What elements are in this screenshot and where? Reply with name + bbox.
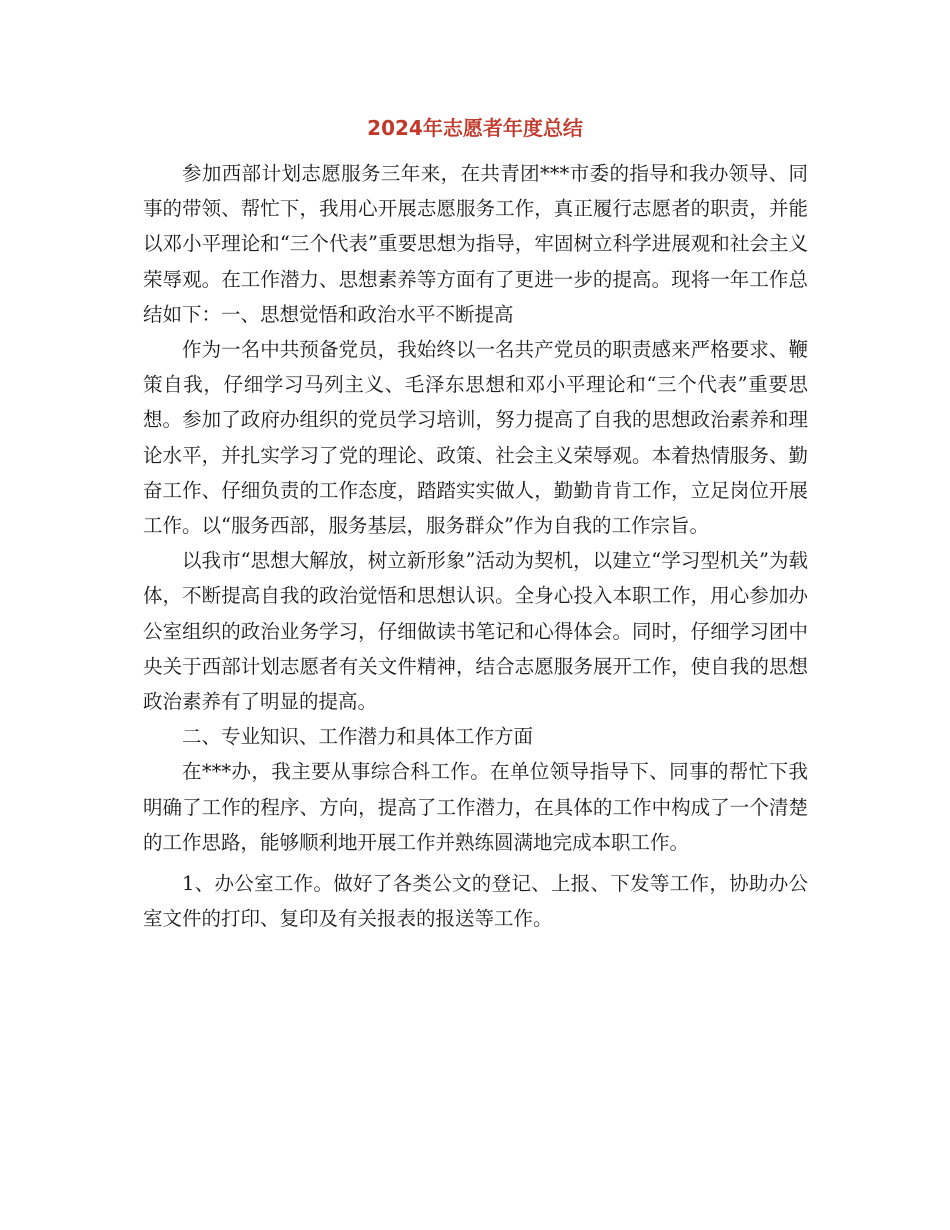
paragraph: 作为一名中共预备党员，我始终以一名共产党员的职责感来严格要求、鞭策自我，仔细学习马列主义、毛泽东思想和邓小平理论和“三个代表”重要思想。参加了政府办组织的党员学习培训，努力提高了自我的思想政治素养和理论水平，并扎实学习了党的理论、政策、社会主义荣辱观。本着热情服务、勤奋工作、仔细负责的工作态度，踏踏实实做人，勤勤肯肯工作，立足岗位开展工作。以“服务西部，服务基层，服务群众”作为自我的工作宗旨。 — [143, 338, 808, 538]
paragraph: 1、办公室工作。做好了各类公文的登记、上报、下发等工作，协助办公室文件的打印、复印及有关报表的报送等工作。 — [143, 872, 808, 931]
document-body — [143, 156, 808, 936]
paragraph: 参加西部计划志愿服务三年来，在共青团***市委的指导和我办领导、同事的带领、帮忙下，我用心开展志愿服务工作，真正履行志愿者的职责，并能以邓小平理论和“三个代表”重要思想为指导，牢固树立科学进展观和社会主义荣辱观。在工作潜力、思想素养等方面有了更进一步的提高。现将一年工作总结如下：一、思想觉悟和政治水平不断提高 — [143, 162, 808, 326]
paragraph: 以我市“思想大解放，树立新形象”活动为契机，以建立“学习型机关”为载体，不断提高自我的政治觉悟和思想认识。全身心投入本职工作，用心参加办公室组织的政治业务学习，仔细做读书笔记和心得体会。同时，仔细学习团中央关于西部计划志愿者有关文件精神，结合志愿服务展开工作，使自我的思想政治素养有了明显的提高。 — [143, 549, 808, 714]
document-title: 2024年志愿者年度总结 — [367, 116, 583, 140]
paragraph: 在***办，我主要从事综合科工作。在单位领导指导下、同事的帮忙下我明确了工作的程序、方向，提高了工作潜力，在具体的工作中构成了一个清楚的工作思路，能够顺利地开展工作并熟练圆满地完成本职工作。 — [143, 760, 808, 854]
section-heading: 二、专业知识、工作潜力和具体工作方面 — [182, 725, 534, 749]
